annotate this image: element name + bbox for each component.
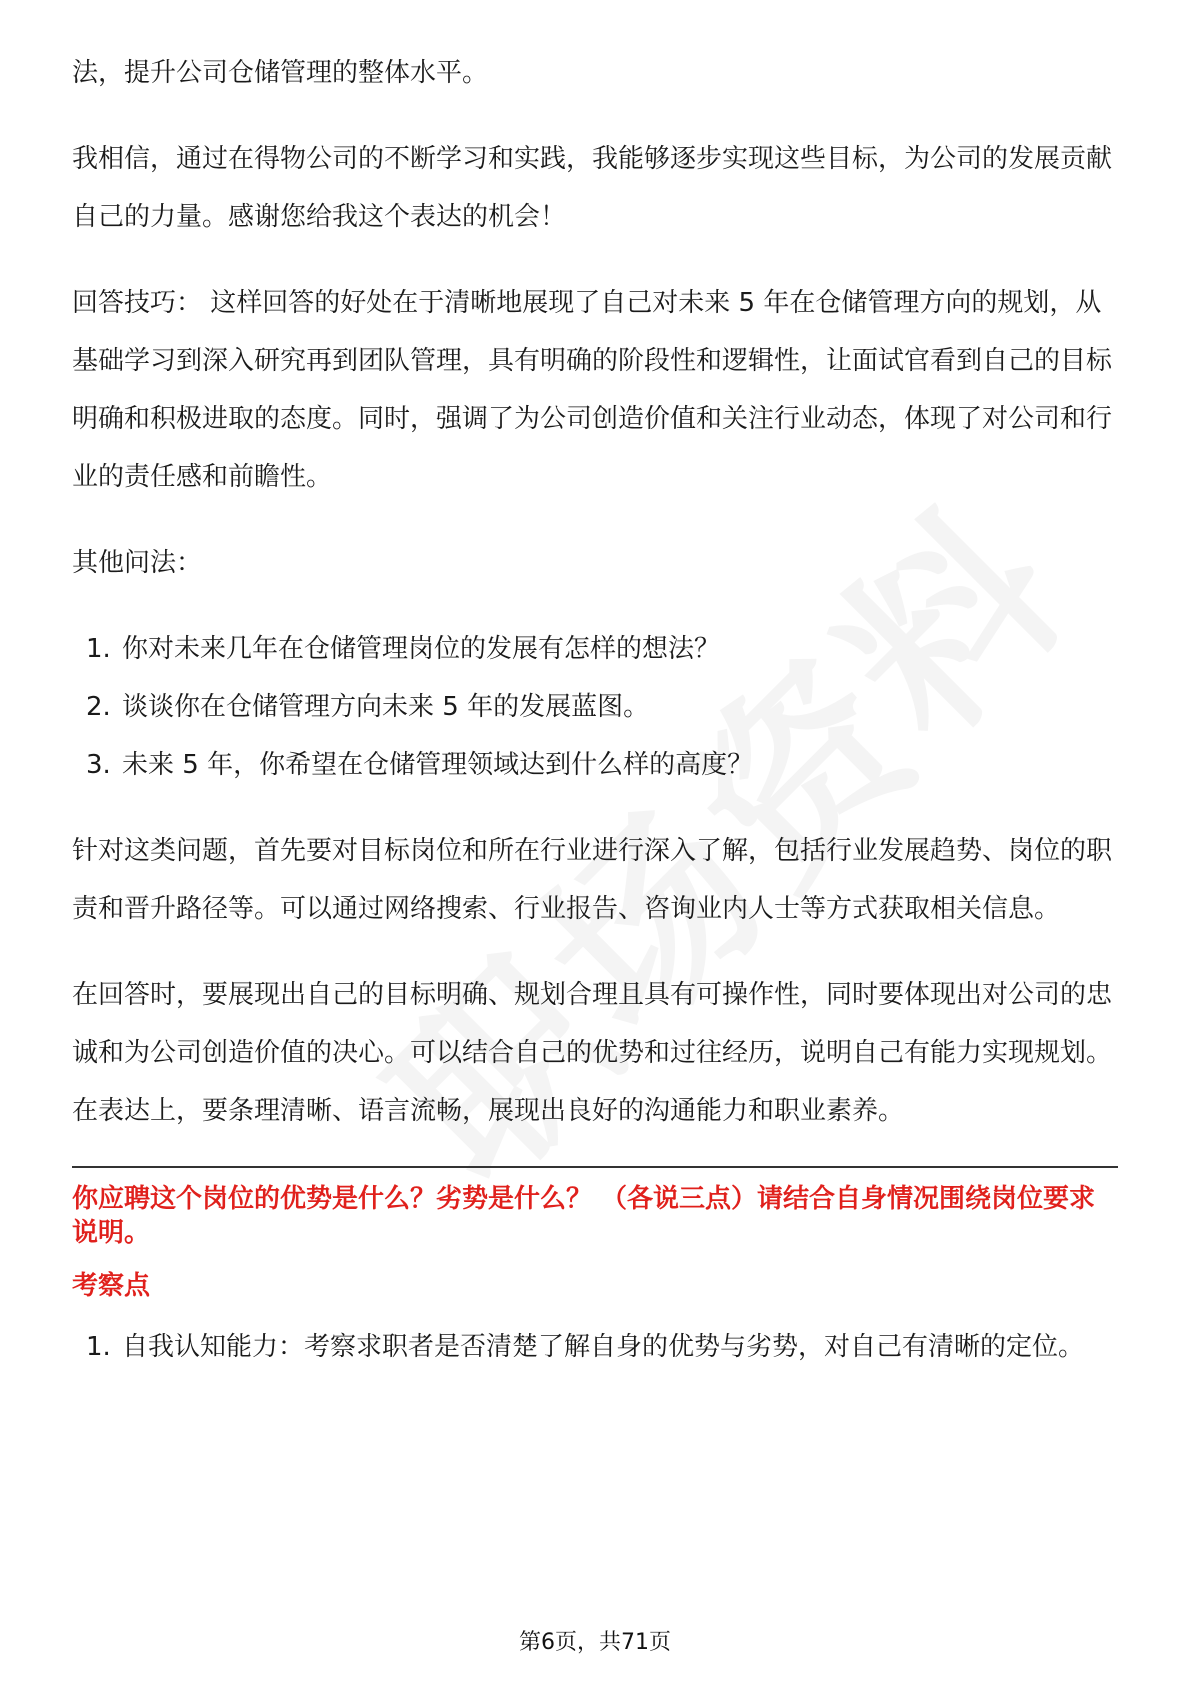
list-item [72,678,1118,736]
page-footer: 第6页，共71页 [519,1630,671,1655]
exam-points-label: 考察点 [72,1271,151,1301]
list-item-number: 3. [86,750,111,780]
list-item-text: 自我认知能力：考察求职者是否清楚了解自身的优势与劣势，对自己有清晰的定位。 [122,1332,1085,1362]
section-divider [72,1166,1118,1168]
list-item [72,620,1118,678]
page-content [72,44,1118,1376]
question-title: 你应聘这个岗位的优势是什么？劣势是什么？ （各说三点）请结合自身情况围绕岗位要求说明。 [72,1184,1096,1248]
guidance-paragraph-1: 针对这类问题，首先要对目标岗位和所在行业进行深入了解，包括行业发展趋势、岗位的职责和晋升路径等。可以通过网络搜索、行业报告、咨询业内人士等方式获取相关信息。 [72,836,1113,924]
list-item-number: 1. [86,634,111,664]
answer-tip-paragraph: 回答技巧： 这样回答的好处在于清晰地展现了自己对未来 5 年在仓储管理方向的规划，从基础学习到深入研究再到团队管理，具有明确的阶段性和逻辑性，让面试官看到自己的目标明确和积极进取的态度。同时，强调了为公司创造价值和关注行业动态，体现了对公司和行业的责任感和前瞻性。 [72,288,1113,492]
list-item-text: 你对未来几年在仓储管理岗位的发展有怎样的想法？ [122,634,721,664]
list-item-text: 谈谈你在仓储管理方向未来 5 年的发展蓝图。 [122,692,650,722]
list-item-number: 2. [86,692,111,722]
list-item-text: 未来 5 年，你希望在仓储管理领域达到什么样的高度？ [122,750,754,780]
exam-points-list [72,1318,1118,1376]
paragraph-1: 法，提升公司仓储管理的整体水平。 [72,58,489,88]
paragraph-2: 我相信，通过在得物公司的不断学习和实践，我能够逐步实现这些目标，为公司的发展贡献自己的力量。感谢您给我这个表达的机会！ [72,144,1113,232]
guidance-paragraph-2: 在回答时，要展现出自己的目标明确、规划合理且具有可操作性，同时要体现出对公司的忠诚和为公司创造价值的决心。可以结合自己的优势和过往经历，说明自己有能力实现规划。在表达上，要条理清晰、语言流畅，展现出良好的沟通能力和职业素养。 [72,980,1113,1126]
list-item [72,1318,1118,1376]
list-item-number: 1. [86,1332,111,1362]
other-questions-heading: 其他问法： [72,548,203,578]
other-questions-list [72,620,1118,794]
list-item [72,736,1118,794]
